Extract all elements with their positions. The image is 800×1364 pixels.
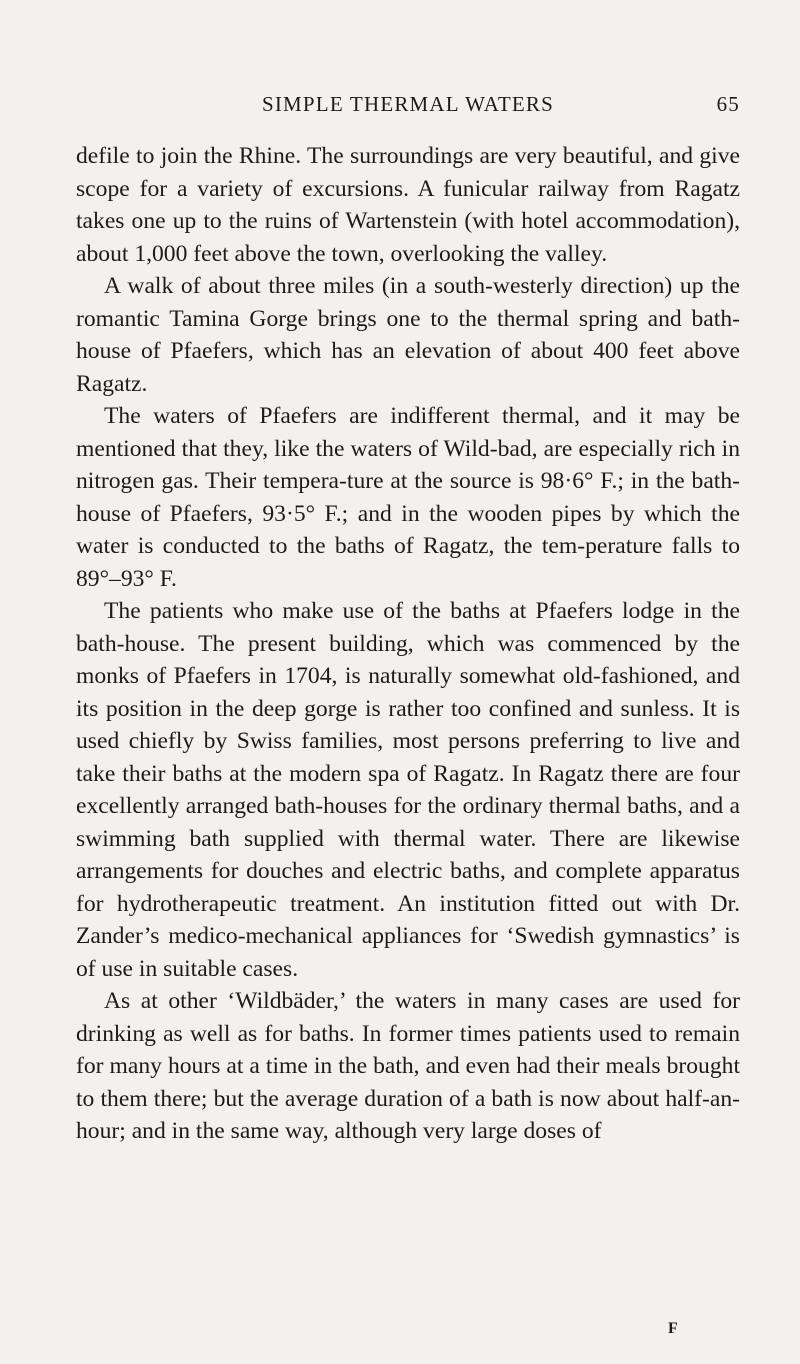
running-head xyxy=(76,92,740,122)
paragraph-continuation: defile to join the Rhine. The surroundings are very beautiful, and give scope for a variety of excursions. A funicular railway from Ragatz takes one up to the ruins of Wartenstein (with hotel accommodation), about 1,000 feet above the town, overlooking the valley. xyxy=(76,143,740,267)
body-text xyxy=(76,140,740,1148)
signature-mark: F xyxy=(668,1320,679,1337)
paragraph-wildbader: As at other ‘Wildbäder,’ the waters in many cases are used for drinking as well as for baths. In former times patients used to remain for many hours at a time in the bath, and even had their meals brought to them there; but the average duration of a bath is now about half-an-hour; and in the same way, although very large doses of xyxy=(76,988,740,1144)
paragraph-waters-temperature: The waters of Pfaefers are indifferent thermal, and it may be mentioned that they, like the waters of Wild-bad, are especially rich in nitrogen gas. Their tempera-ture at the source is 98·6° F.; in the bath-house of Pfaefers, 93·5° F.; and in the wooden pipes by which the water is conducted to the baths of Ragatz, the tem-perature falls to 89°–93° F. xyxy=(76,403,740,592)
paragraph-bath-house: The patients who make use of the baths at Pfaefers lodge in the bath-house. The present building, which was commenced by the monks of Pfaefers in 1704, is naturally somewhat old-fashioned, and its position in the deep gorge is rather too confined and sunless. It is used chiefly by Swiss families, most persons preferring to live and take their baths at the modern spa of Ragatz. In Ragatz there are four excellently arranged bath-houses for the ordinary thermal baths, and a swimming bath supplied with thermal water. There are likewise arrangements for douches and electric baths, and complete apparatus for hydrotherapeutic treatment. An institution fitted out with Dr. Zander’s medico-mechanical appliances for ‘Swedish gymnastics’ is of use in suitable cases. xyxy=(76,598,740,982)
page-number: 65 xyxy=(716,92,740,116)
running-title: SIMPLE THERMAL WATERS xyxy=(261,92,554,116)
paragraph-tamina-gorge: A walk of about three miles (in a south-westerly direction) up the romantic Tamina Gorge brings one to the thermal spring and bath-house of Pfaefers, which has an elevation of about 400 feet above Ragatz. xyxy=(76,273,740,397)
